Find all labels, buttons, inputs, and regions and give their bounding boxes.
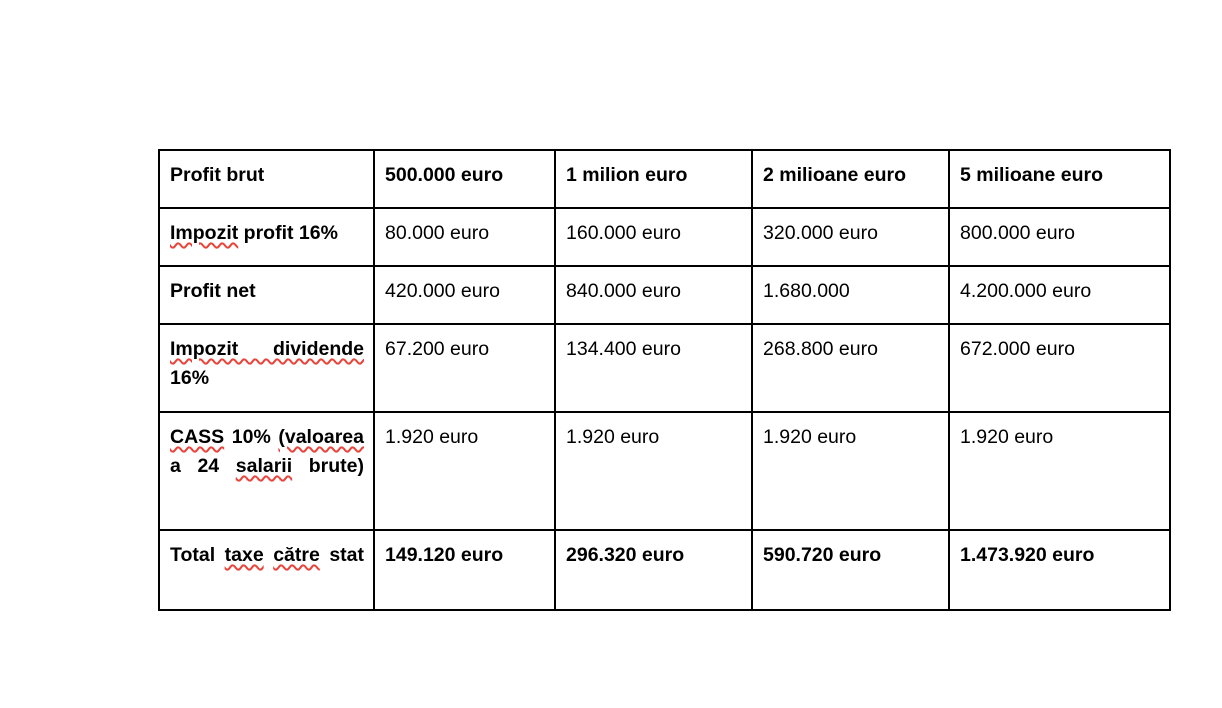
row-value: 67.200 euro (374, 324, 555, 412)
header-cell-v4: 5 milioane euro (949, 150, 1170, 208)
header-cell-v3: 2 milioane euro (752, 150, 949, 208)
text-run: profit 16% (238, 222, 338, 244)
row-value: 1.680.000 (752, 266, 949, 324)
misspelled-word: salarii (235, 454, 293, 477)
misspelled-word: (valoarea (278, 426, 364, 448)
text-run: 16% (170, 366, 210, 389)
header-cell-v2: 1 milion euro (555, 150, 752, 208)
misspelled-word: Impozit (170, 222, 239, 244)
row-value: 1.920 euro (374, 412, 555, 530)
table-row (159, 324, 1170, 412)
table-header-row (159, 150, 1170, 208)
row-value: 134.400 euro (555, 324, 752, 412)
text-run: stat (319, 544, 364, 566)
row-value: 800.000 euro (949, 208, 1170, 266)
text-run (264, 544, 274, 566)
row-label (159, 324, 374, 412)
tax-comparison-table (158, 149, 1171, 611)
header-cell-v1: 500.000 euro (374, 150, 555, 208)
row-value: 4.200.000 euro (949, 266, 1170, 324)
text-run: Total (170, 544, 225, 566)
text-run: 10% (224, 426, 279, 448)
table-row (159, 266, 1170, 324)
total-row-value: 1.473.920 euro (949, 530, 1170, 610)
text-run: a 24 (170, 454, 236, 477)
table-row (159, 412, 1170, 530)
row-label (159, 266, 374, 324)
row-value: 672.000 euro (949, 324, 1170, 412)
row-value: 1.920 euro (752, 412, 949, 530)
table-body (159, 150, 1170, 610)
misspelled-word: CASS (170, 426, 225, 448)
row-value: 1.920 euro (949, 412, 1170, 530)
header-cell-label: Profit brut (159, 150, 374, 208)
row-value: 268.800 euro (752, 324, 949, 412)
total-row-value: 149.120 euro (374, 530, 555, 610)
row-value: 420.000 euro (374, 266, 555, 324)
misspelled-word: taxe (224, 544, 264, 566)
table-row (159, 208, 1170, 266)
total-row-value: 590.720 euro (752, 530, 949, 610)
total-row-label (159, 530, 374, 610)
row-label (159, 412, 374, 530)
text-run: Profit net (170, 280, 256, 302)
table-total-row (159, 530, 1170, 610)
text-run: brute) (292, 454, 364, 477)
misspelled-word: Impozit dividende (170, 338, 364, 360)
row-label (159, 208, 374, 266)
row-value: 1.920 euro (555, 412, 752, 530)
row-value: 160.000 euro (555, 208, 752, 266)
total-row-value: 296.320 euro (555, 530, 752, 610)
row-value: 320.000 euro (752, 208, 949, 266)
row-value: 80.000 euro (374, 208, 555, 266)
row-value: 840.000 euro (555, 266, 752, 324)
misspelled-word: către (273, 544, 320, 566)
